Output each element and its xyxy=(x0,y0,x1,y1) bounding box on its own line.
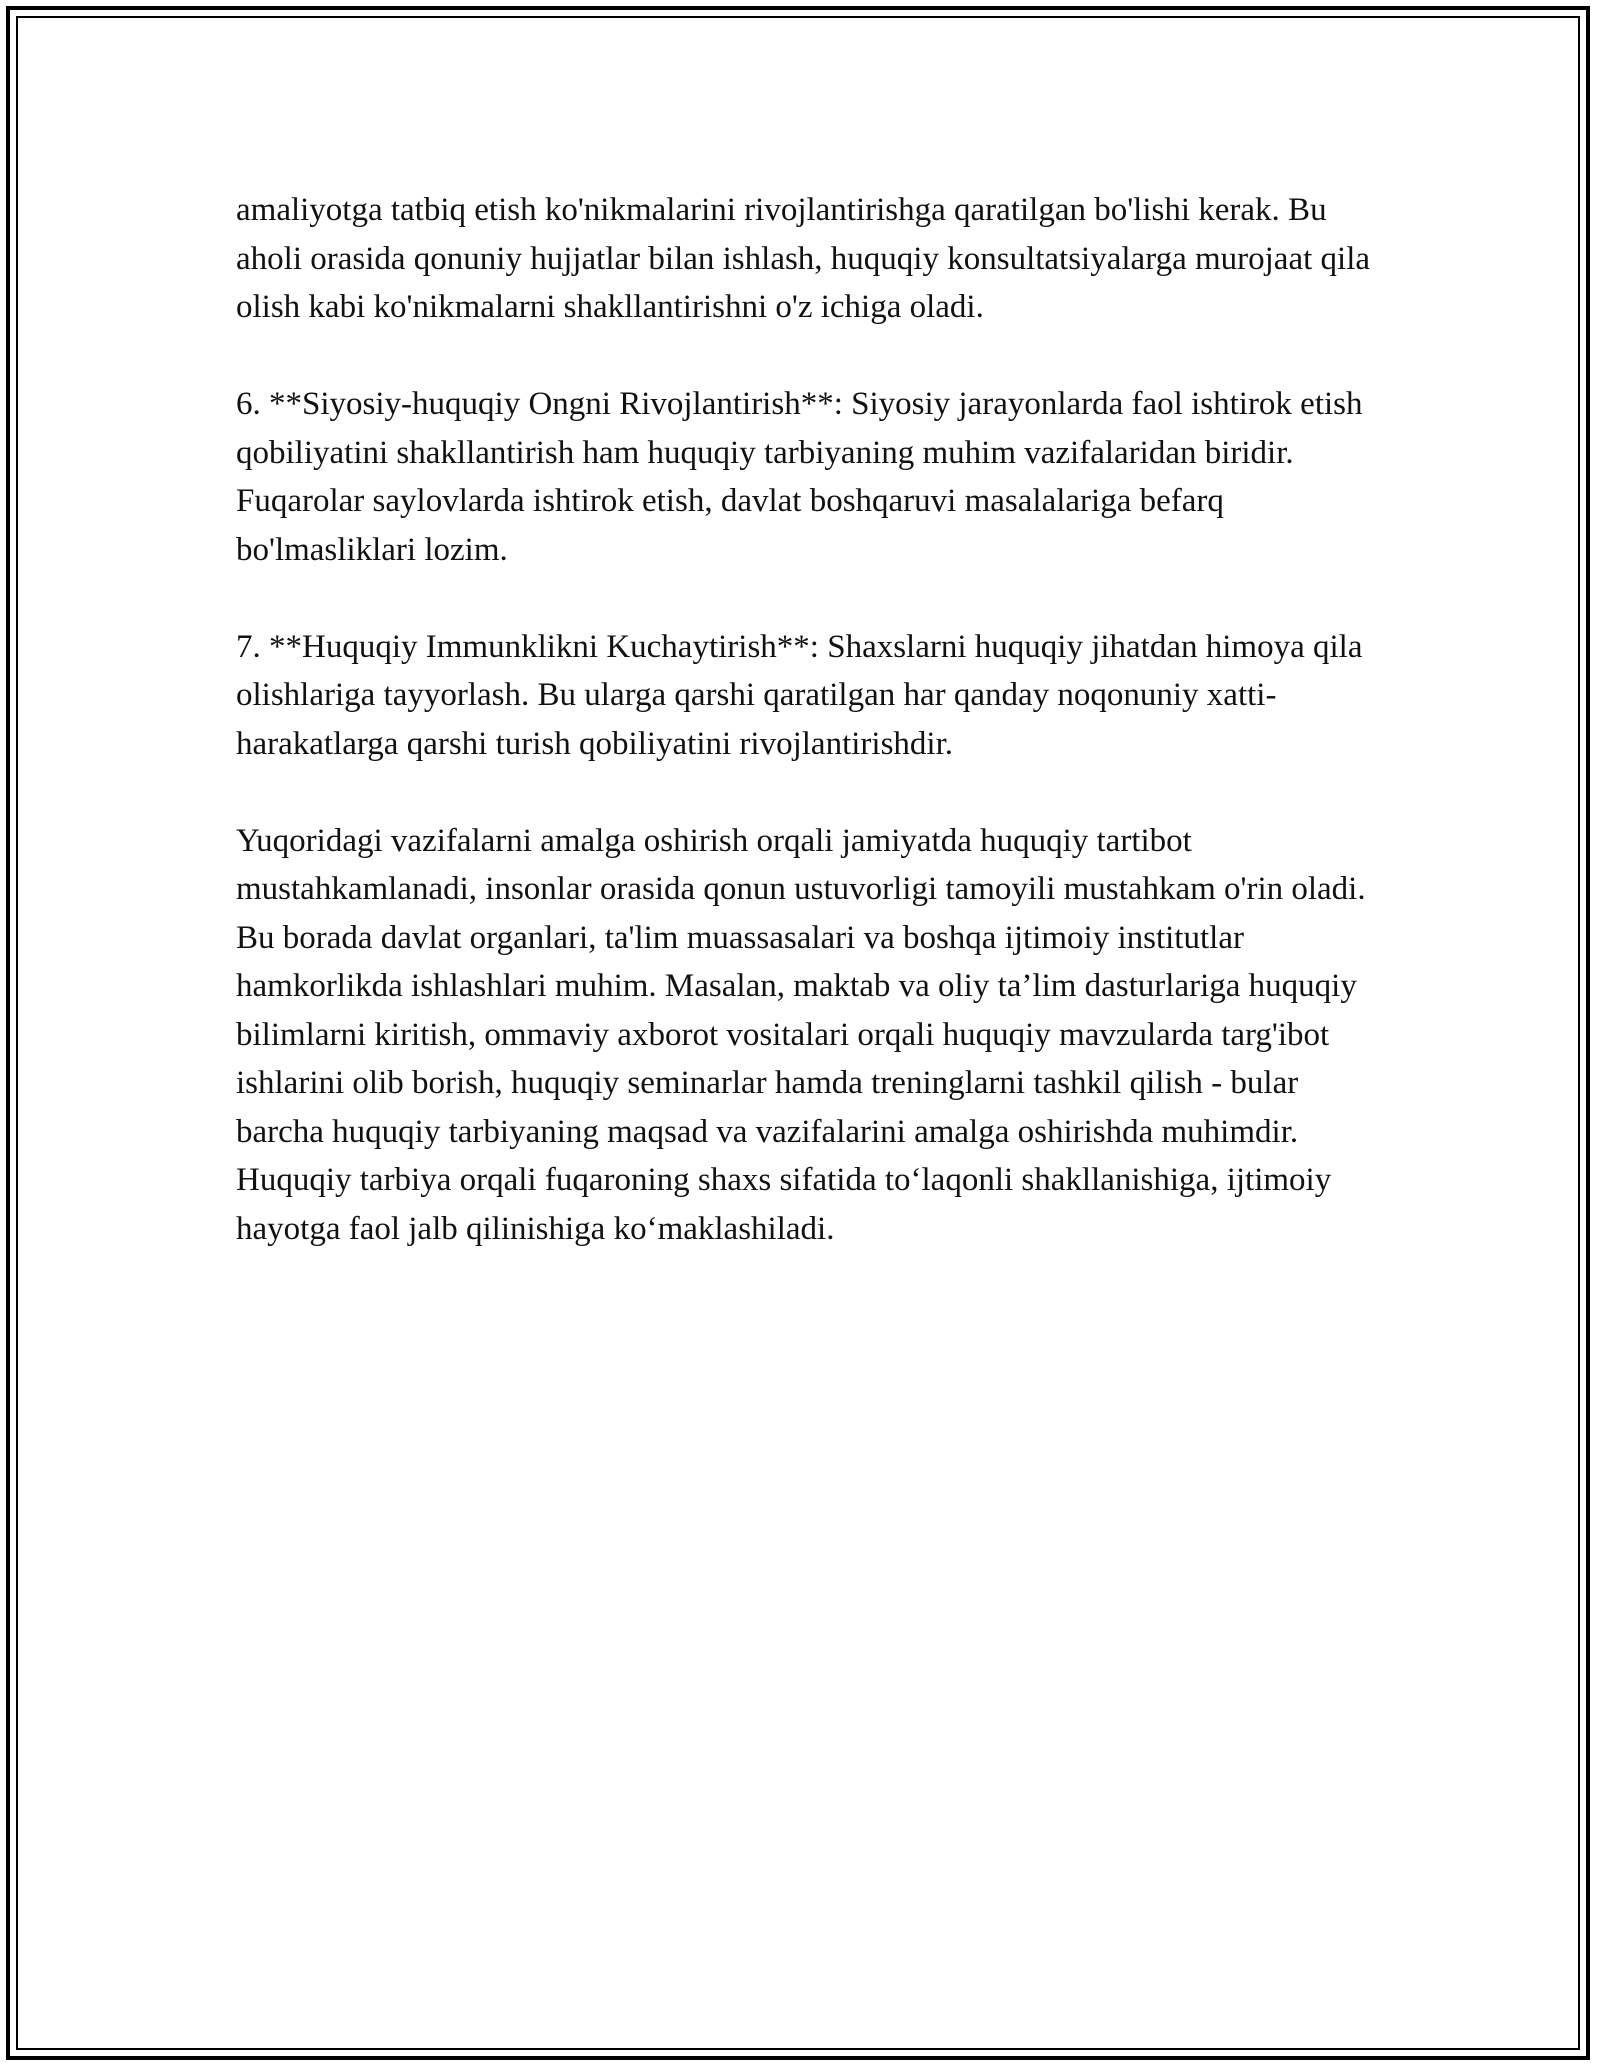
paragraph-legal-immunity: 7. **Huquqiy Immunklikni Kuchaytirish**: Shaxslarni huquqiy jihatdan himoya qila olishlariga tayyorlash. Bu ularga qarshi qaratilgan har qanday noqonuniy xatti-harakatlarga qarshi turish qobiliyatini rivojlantirishdir. xyxy=(236,628,1363,762)
document-body xyxy=(236,186,1386,1302)
paragraph-political-legal-awareness: 6. **Siyosiy-huquqiy Ongni Rivojlantirish**: Siyosiy jarayonlarda faol ishtirok etish qobiliyatini shakllantirish ham huquqiy tarbiyaning muhim vazifalaridan biridir. Fuqarolar saylovlarda ishtirok etish, davlat boshqaruvi masalalariga befarq bo'lmasliklari lozim. xyxy=(236,386,1363,568)
paragraph-skills: amaliyotga tatbiq etish ko'nikmalarini rivojlantirishga qaratilgan bo'lishi kerak. Bu aholi orasida qonuniy hujjatlar bilan ishlash, huquqiy konsultatsiyalarga murojaat qila olish kabi ko'nikmalarni shakllantirishni o'z ichiga oladi. xyxy=(236,192,1371,325)
paragraph-conclusion: Yuqoridagi vazifalarni amalga oshirish orqali jamiyatda huquqiy tartibot mustahkamlanadi, insonlar orasida qonun ustuvorligi tamoyili mustahkam o'rin oladi. Bu borada davlat organlari, ta'lim muassasalari va boshqa ijtimoiy institutlar hamkorlikda ishlashlari muhim. Masalan, maktab va oliy ta’lim dasturlariga huquqiy bilimlarni kiritish, ommaviy axborot vositalari orqali huquqiy mavzularda targ'ibot ishlarini olib borish, huquqiy seminarlar hamda treninglarni tashkil qilish - bular barcha huquqiy tarbiyaning maqsad va vazifalarini amalga oshirishda muhimdir. Huquqiy tarbiya orqali fuqaroning shaxs sifatida to‘laqonli shakllanishiga, ijtimoiy hayotga faol jalb qilinishiga ko‘maklashiladi. xyxy=(236,822,1366,1247)
